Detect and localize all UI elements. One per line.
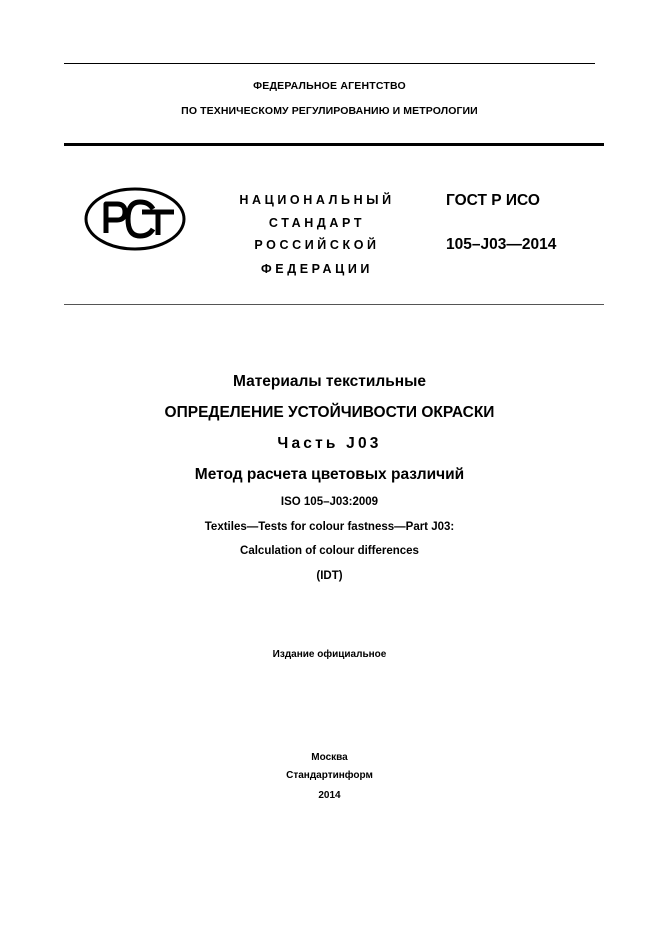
title-subject: Материалы текстильные — [232, 373, 427, 390]
title-method: Метод расчета цветовых различий — [194, 466, 465, 483]
edition-note: Издание официальное — [272, 649, 387, 660]
imprint-year: 2014 — [318, 790, 341, 801]
english-title-line-1: Textiles—Tests for colour fastness—Part J03: — [204, 521, 455, 533]
national-standard-line-1: НАЦИОНАЛЬНЫЙ — [239, 193, 395, 207]
national-standard-line-3: РОССИЙСКОЙ — [254, 238, 380, 252]
rst-logo-icon — [84, 187, 186, 251]
header-thick-divider — [64, 143, 604, 146]
national-standard-line-4: ФЕДЕРАЦИИ — [260, 262, 373, 276]
iso-reference-number: ISO 105–J03:2009 — [280, 496, 379, 508]
title-part: Часть J03 — [277, 435, 382, 452]
top-divider — [64, 63, 595, 64]
equivalence-marker: (IDT) — [316, 570, 343, 582]
standard-designation-line-2: 105–J03—2014 — [446, 236, 557, 253]
standard-designation-line-1: ГОСТ Р ИСО — [446, 192, 540, 209]
agency-name-line-1: ФЕДЕРАЛЬНОЕ АГЕНТСТВО — [253, 80, 406, 92]
imprint-city: Москва — [311, 752, 348, 763]
english-title-line-2: Calculation of colour differences — [240, 545, 419, 557]
header-thin-divider — [64, 304, 604, 305]
national-standard-line-2: СТАНДАРТ — [268, 216, 366, 230]
agency-name-line-2: ПО ТЕХНИЧЕСКОМУ РЕГУЛИРОВАНИЮ И МЕТРОЛОГИИ — [181, 105, 478, 117]
imprint-publisher: Стандартинформ — [286, 770, 373, 781]
title-main: ОПРЕДЕЛЕНИЕ УСТОЙЧИВОСТИ ОКРАСКИ — [164, 404, 495, 421]
